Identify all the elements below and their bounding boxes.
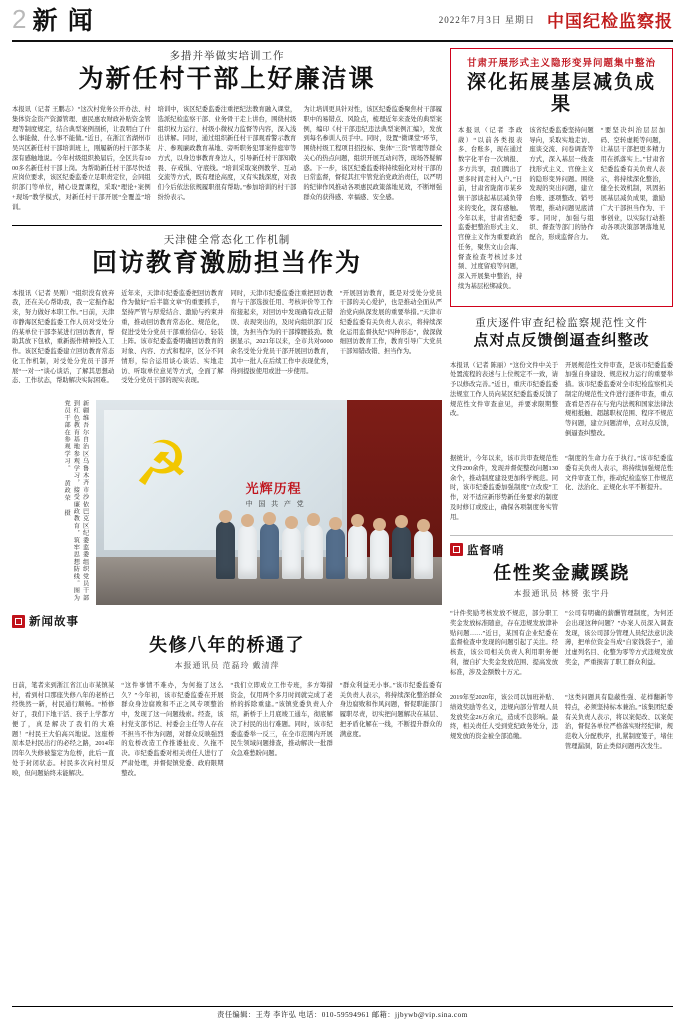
article-columns (450, 354, 673, 445)
paragraph: “这件事情不难办，为何拖了这么久？”今年初，该市纪委监委在开展群众身边腐败和不正之风专项整治中，发现了这一问题线索。经查，该村党支部书记、村委会主任等人存在不担当不作为问题，对群众反映强烈的危桥改造工作推诿扯皮、久拖不决。市纪委监委对相关责任人进行了严肃处理，并督促镇党委、政府限期整改。 (121, 681, 224, 777)
photo-person (392, 526, 411, 579)
article-news-story (12, 613, 442, 784)
paragraph: “要坚决纠治层层加码、空转虚耗等问题，让基层干部把更多精力用在抓落实上。”甘肃省纪委监委有关负责人表示，将持续深化整治，健全长效机制，巩固拓展基层减负成果，激励广大干部担当作为、干事创业，以实际行动推动各项决策部署落地见效。 (600, 126, 665, 242)
paragraph: 开展规范性文件审查，是该市纪委监委加强自身建设、规范权力运行的重要举措。该市纪委监委对全市纪检监察机关制定的规范性文件进行逐件审查，重点查看是否存在与党内法规和国家法律法规相抵触、超越职权范围、程序不规范等问题，建立问题清单，点对点反馈，倒逼查纠整改。 (565, 361, 673, 437)
photo-person (304, 524, 323, 579)
article-byline: 本报通讯员 范磊玲 戴清萍 (174, 660, 280, 670)
news-story-tag (12, 613, 79, 629)
hammer-sickle-icon: ☭ (133, 427, 190, 501)
paragraph: 据统计，今年以来，该市共审查规范性文件200余件，发现并督促整改问题130余个，推动制度建设更加科学规范。同时，该市纪委监委加强制度“立改废”工作，对不适应新形势新任务要求的制度及时修订或废止，确保各项制度务实管用。 (450, 455, 558, 521)
photo-person (370, 529, 389, 579)
page-number: 2 (12, 4, 27, 34)
article-columns (450, 603, 673, 684)
right-column (450, 48, 673, 785)
paragraph: 本报讯（记者 王鹏志）“这次村党务公开办法、村集体资金资产资源管理、惠民惠农财政补贴资金管理等制度规定，结合典型案例剖析，让我明白了什么事能做、什么事不能做。”近日，在浙江省湖州市吴兴区新任村干部培训班上，刚履新的村干部李某深有感触地说。今年村级组织换届后，全区共有1000多名新任村干部上岗。为帮助新任村干部尽快适应岗位要求，该区纪委监委立足职责定位，会同组织部门等单位，精心设置课程，采取“理论+案例+现场”教学模式，对新任村干部开展“全覆盖”培训。 (12, 106, 151, 211)
paragraph: 2019年至2020年，该公司以加班补贴、绩效奖励等名义，违规向部分管理人员发放奖金26万余元，造成不良影响。最终，相关责任人受到党纪政务处分，违规发放的资金被全部追缴。 (450, 694, 558, 741)
article-village-cadre-training (12, 48, 442, 219)
paragraph: “群众利益无小事。”该市纪委监委有关负责人表示，将持续深化整治群众身边腐败和作风问题，督促职能部门履职尽责，切实把问题解决在基层、把矛盾化解在一线，不断提升群众的满意度。 (339, 681, 442, 738)
article-columns (450, 448, 673, 529)
mural-subtitle: 中 国 共 产 党 (245, 500, 306, 509)
page-footer: 责任编辑：王寿 李许弘 电话：010-59594961 邮箱：jjbywb@vip.sina.com (12, 1006, 673, 1020)
paragraph: 该省纪委监委坚持问题导向，采取实地走访、座谈交流、问卷调查等方式，深入基层一线查找形式主义、官僚主义的隐形变异问题。围绕发现的突出问题，建立台账、逐项整改、销号管理，推动问题见底清零。同时，加强与组织、督查等部门的协作配合，形成监督合力。 (529, 126, 594, 242)
supervision-tag-label: 监督哨 (467, 544, 505, 557)
flag-icon (450, 543, 463, 556)
masthead (12, 0, 673, 42)
photo-person (238, 525, 257, 579)
article-headline: 点对点反馈倒逼查纠整改 (473, 333, 650, 350)
paragraph: “公司有明确的薪酬管理制度，为何还会出现这种问题？”办案人员深入调查发现，该公司部分管理人员纪法意识淡薄，把单位资金当成“自家钱袋子”，通过虚列名目、化整为零等方式违规发放奖金，严重损害了职工群众利益。 (565, 610, 673, 666)
paper-logo: 中国纪检监察报 (547, 11, 673, 31)
paragraph: 培训中，该区纪委监委注重把纪法教育融入课堂，选派纪检监察干部、业务骨干走上讲台，围绕村级组织权力运行、村级小微权力监督等内容，深入浅出讲解。同时，通过组织新任村干部观看警示教育片、参观廉政教育基地、旁听职务犯罪案件庭审等方式，以身边事教育身边人，引导新任村干部知敬畏、存戒惧、守底线。“培训采取案例教学、互动交流等方式，既有理论高度，又有实践深度，对我们今后依法依规履职很有帮助。”参加培训的村干部纷纷表示。 (157, 106, 297, 201)
photo-person (414, 530, 433, 579)
article-bonus-supervision (450, 542, 673, 758)
paragraph: 为让培训更具针对性，该区纪委监委聚焦村干部履职中的易错点、风险点，梳理近年来查处的典型案例，编印《村干部违纪违法典型案例汇编》，发放到每名参训人员手中。同时，设置“微课堂”环节，围绕村级工程项目招投标、集体“三资”管理等群众关心的热点问题，组织开展互动问答，现场答疑解惑。下一步，该区纪委监委将持续强化对村干部的日常监督，督促其扛牢管党治党政治责任，以严明的纪律作风推动各项惠民政策落地见效，不断增强群众的获得感、幸福感、安全感。 (303, 106, 443, 201)
article-headline: 任性奖金藏蹊跷 (493, 563, 630, 584)
paragraph: “计件奖励考核发放不规范，部分职工奖金发放标准随意，存在违规发放津补贴问题……”近日，某国有企业纪委在监督检查中发现的问题引起了关注。经核查，该公司相关负责人利用职务便利，擅自扩大奖金发放范围、提高发放标准，涉及金额数十万元。 (450, 610, 558, 676)
article-shoulder: 天津健全常态化工作机制 (163, 234, 291, 246)
divider (12, 225, 442, 226)
paragraph: 近年来，天津市纪委监委把回访教育作为做好“后半篇文章”的重要抓手，坚持严管与厚爱结合、激励与约束并重，推动回访教育常态化、规范化，促进受处分党员干部重拾信心、轻装上阵。该市纪委监委明确回访教育的对象、内容、方式和程序，区分不同情形，综合运用谈心谈话、实地走访、听取单位意见等方式，全面了解受处分党员干部的现实表现。 (121, 289, 224, 385)
issue-date: 2022年7月3日 星期日 (438, 14, 535, 25)
left-column (12, 48, 450, 785)
photo-person (260, 523, 279, 579)
article-headline: 失修八年的桥通了 (149, 634, 305, 655)
section-title: 新 闻 (32, 8, 95, 35)
article-chongqing-document-review (450, 315, 673, 529)
photo-person (326, 528, 345, 579)
photo-block (12, 400, 442, 605)
article-columns (12, 675, 442, 785)
article-headline: 为新任村干部上好廉洁课 (78, 66, 376, 93)
photo-caption: 新疆维吾尔自治区乌鲁木齐市沙依巴克区纪委监委组织党员干部到红色教育基地参观学习，接受廉政教育，筑牢思想防线。图为党员干部在参观学习。 黄政荣 摄 (63, 400, 89, 603)
article-columns (450, 687, 673, 758)
paragraph: “制度的生命力在于执行。”该市纪委监委有关负责人表示，将持续加强规范性文件审查工作，推动纪检监察工作规范化、法治化、正规化水平不断提升。 (565, 455, 673, 492)
news-photo (96, 400, 442, 605)
paragraph: 同时，天津市纪委监委注重把回访教育与干部选拔任用、考核评价等工作衔接起来，对回访中发现确有改正错误、表现突出的，及时向组织部门反馈，为担当作为的干部撑腰鼓劲。数据显示，2021年以来，全市共对6000余名受处分党员干部开展回访教育，其中一批人在后续工作中表现优秀，得到提拔使用或进一步使用。 (230, 289, 333, 375)
news-story-tag-label: 新闻故事 (29, 616, 79, 629)
article-headline: 深化拓展基层减负成果 (466, 72, 656, 115)
article-byline: 本报通讯员 林赟 张宇丹 (513, 588, 610, 598)
photo-person (348, 525, 367, 579)
article-shoulder: 多措并举做实培训工作 (169, 51, 285, 62)
paragraph: 日前，笔者来到浙江省江山市某镇某村，看到村口那座失修八年的老桥已经焕然一新，村民通行顺畅。“桥修好了，我们下地干活、孩子上学都方便了，真是解决了我们的大难题！”村民王大伯高兴地说。这座桥原本是村民出行的必经之路，2014年因年久失修被鉴定为危桥，此后一直处于封闭状态。村民多次向村里反映，但问题始终未能解决。 (12, 681, 115, 777)
photo-crowd (216, 505, 442, 579)
article-columns (458, 120, 665, 298)
article-gansu-burden-reduction (450, 48, 673, 307)
article-shoulder: 重庆逐件审查纪检监察规范性文件 (475, 318, 648, 330)
supervision-tag (450, 542, 505, 558)
paragraph: “开展回访教育，既是对受处分党员干部的关心爱护，也是推动全面从严治党向纵深发展的重要举措。”天津市纪委监委有关负责人表示，将持续深化运用监督执纪“四种形态”，做深做细回访教育工作，教育引导广大党员干部知错改错、担当作为。 (339, 289, 442, 356)
article-columns (12, 99, 442, 219)
divider (450, 535, 673, 536)
paragraph: 本报讯（记者 吴刚）“组织没有放弃我，还在关心帮助我，我一定振作起来，努力做好本职工作。”日前，天津市静海区纪委监委工作人员对受处分的某单位干部李某进行回访教育，帮助其放下包袱，重新振作精神投入工作。该区纪委监委建立回访教育常态化工作机制，对受处分党员干部开展“一对一”谈心谈话，了解其思想动态、工作状态，帮助解决实际困难。 (12, 289, 115, 385)
mural-title: 光辉历程 中 国 共 产 党 (245, 481, 306, 509)
paragraph: “这类问题具有隐蔽性强、花样翻新等特点，必须坚持标本兼治。”该集团纪委有关负责人表示，将以案促改、以案促治，督促各单位严格落实财经纪律，规范收入分配秩序，扎紧制度笼子，堵住管理漏洞，防止类似问题再次发生。 (565, 694, 673, 750)
photo-person (282, 527, 301, 579)
article-return-visit-education (12, 232, 442, 393)
paragraph: 本报讯（记者 陈丽）“这份文件中关于处置流程的表述与上位规定不一致，请予以修改完善。”近日，重庆市纪委监委法规室工作人员向某区纪委监委反馈了规范性文件审查意见，并要求限期整改。 (450, 361, 558, 418)
flag-icon (12, 615, 25, 628)
photo-person (216, 521, 235, 579)
article-columns (12, 282, 442, 392)
page-body (12, 48, 673, 785)
paragraph: 本报讯（记者 李政葳）“以前各类报表多、台账多，现在通过数字化平台一次填报、多方共享，我们腾出了更多时间走村入户。”日前，甘肃省陇南市某乡镇干部谈起基层减负带来的变化，深有感触。今年以来，甘肃省纪委监委把整治形式主义、官僚主义作为重要政治任务，聚焦文山会海、督查检查考核过多过频、过度留痕等问题，深入开展集中整治，持续为基层松绑减负。 (458, 126, 523, 290)
article-shoulder: 甘肃开展形式主义隐形变异问题集中整治 (466, 59, 656, 69)
paragraph: “我们立即成立工作专班，多方筹措资金，仅用两个多月时间就完成了老桥的拆除重建。”该镇党委负责人介绍，新桥于上月底竣工通车，彻底解决了村民的出行难题。同时，该市纪委监委举一反三，在全市范围内开展民生领域问题排查，推动解决一批群众急难愁盼问题。 (230, 681, 333, 758)
article-headline: 回访教育激励担当作为 (91, 249, 362, 277)
